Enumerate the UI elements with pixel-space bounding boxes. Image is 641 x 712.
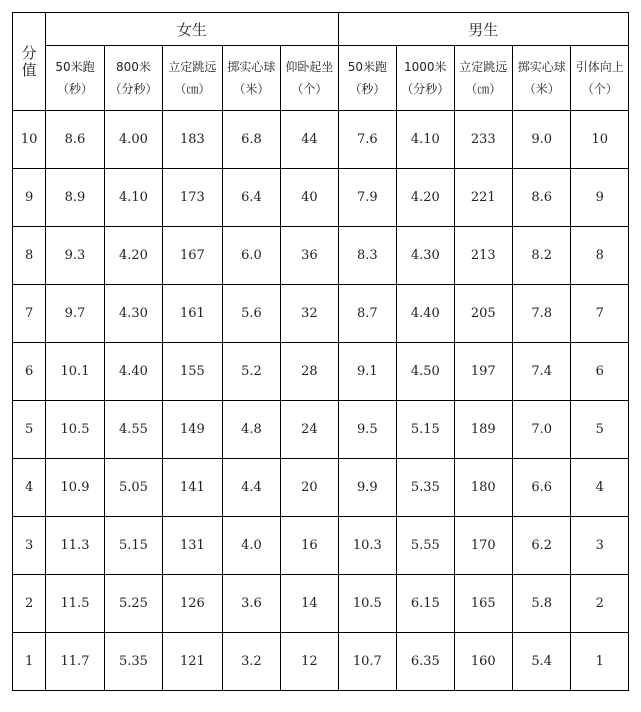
table-cell: 5.15: [397, 401, 454, 459]
table-cell: 8.7: [338, 285, 396, 343]
table-cell: 7.9: [338, 169, 396, 227]
table-cell: 5.15: [104, 517, 162, 575]
table-cell: 197: [454, 343, 512, 401]
table-cell: 170: [454, 517, 512, 575]
table-cell: 4.0: [222, 517, 280, 575]
column-name: 立定跳远: [459, 60, 508, 74]
score-cell: 6: [13, 343, 46, 401]
column-name: 仰卧起坐: [285, 60, 334, 74]
score-cell: 4: [13, 459, 46, 517]
table-cell: 233: [454, 111, 512, 169]
table-cell: 5.2: [222, 343, 280, 401]
table-cell: 10.7: [338, 633, 396, 691]
table-cell: 8.6: [512, 169, 570, 227]
table-row: [13, 227, 629, 285]
table-cell: 7: [571, 285, 629, 343]
table-cell: 183: [163, 111, 222, 169]
table-cell: 7.8: [512, 285, 570, 343]
table-row: [13, 575, 629, 633]
table-cell: 121: [163, 633, 222, 691]
column-header: [163, 46, 222, 111]
table-cell: 8.6: [46, 111, 104, 169]
table-cell: 4: [571, 459, 629, 517]
column-name: 立定跳远: [168, 60, 217, 74]
table-cell: 10: [571, 111, 629, 169]
table-cell: 4.00: [104, 111, 162, 169]
table-row: [13, 169, 629, 227]
table-cell: 2: [571, 575, 629, 633]
table-cell: 10.9: [46, 459, 104, 517]
table-row: [13, 517, 629, 575]
column-header-row: [13, 46, 629, 111]
table-cell: 5.25: [104, 575, 162, 633]
table-cell: 11.5: [46, 575, 104, 633]
score-cell: 7: [13, 285, 46, 343]
column-unit: （分秒）: [401, 82, 450, 96]
column-name: 掷实心球: [517, 60, 566, 74]
table-cell: 3.6: [222, 575, 280, 633]
column-header: [46, 46, 104, 111]
table-cell: 9.5: [338, 401, 396, 459]
column-unit: （个）: [291, 82, 328, 96]
table-cell: 7.6: [338, 111, 396, 169]
table-cell: 221: [454, 169, 512, 227]
column-unit: （个）: [581, 82, 618, 96]
table-cell: 32: [281, 285, 338, 343]
table-cell: 4.30: [104, 285, 162, 343]
table-cell: 44: [281, 111, 338, 169]
table-cell: 4.50: [397, 343, 454, 401]
table-cell: 24: [281, 401, 338, 459]
column-header: [571, 46, 629, 111]
table-cell: 180: [454, 459, 512, 517]
table-cell: 6.6: [512, 459, 570, 517]
table-cell: 14: [281, 575, 338, 633]
column-name: 50米跑: [55, 60, 95, 74]
table-cell: 126: [163, 575, 222, 633]
table-cell: 5.4: [512, 633, 570, 691]
table-cell: 11.3: [46, 517, 104, 575]
table-cell: 5.8: [512, 575, 570, 633]
column-header: [338, 46, 396, 111]
table-cell: 6.4: [222, 169, 280, 227]
table-cell: 4.40: [104, 343, 162, 401]
column-unit: （分秒）: [109, 82, 158, 96]
table-cell: 10.3: [338, 517, 396, 575]
table-cell: 3.2: [222, 633, 280, 691]
table-row: [13, 285, 629, 343]
table-cell: 28: [281, 343, 338, 401]
column-unit: （秒）: [56, 82, 93, 96]
table-cell: 9.1: [338, 343, 396, 401]
table-cell: 167: [163, 227, 222, 285]
table-cell: 155: [163, 343, 222, 401]
column-header: [454, 46, 512, 111]
table-cell: 213: [454, 227, 512, 285]
table-cell: 6: [571, 343, 629, 401]
table-cell: 40: [281, 169, 338, 227]
table-row: [13, 111, 629, 169]
score-cell: 5: [13, 401, 46, 459]
male-group-header: 男生: [338, 13, 628, 46]
score-cell: 1: [13, 633, 46, 691]
table-cell: 8.9: [46, 169, 104, 227]
table-cell: 4.20: [104, 227, 162, 285]
score-cell: 10: [13, 111, 46, 169]
column-unit: （㎝）: [465, 82, 502, 96]
table-cell: 5.55: [397, 517, 454, 575]
column-header: [222, 46, 280, 111]
table-cell: 10.5: [46, 401, 104, 459]
table-cell: 173: [163, 169, 222, 227]
group-header-row: [13, 13, 629, 46]
table-cell: 4.40: [397, 285, 454, 343]
table-cell: 189: [454, 401, 512, 459]
table-cell: 16: [281, 517, 338, 575]
table-cell: 6.2: [512, 517, 570, 575]
table-cell: 4.30: [397, 227, 454, 285]
table-cell: 160: [454, 633, 512, 691]
table-cell: 6.8: [222, 111, 280, 169]
table-cell: 131: [163, 517, 222, 575]
table-cell: 12: [281, 633, 338, 691]
table-cell: 8.2: [512, 227, 570, 285]
score-column-header: [13, 13, 46, 111]
score-cell: 8: [13, 227, 46, 285]
pe-score-table: [12, 12, 629, 691]
column-header: [397, 46, 454, 111]
score-cell: 9: [13, 169, 46, 227]
table-cell: 4.4: [222, 459, 280, 517]
table-cell: 9.7: [46, 285, 104, 343]
column-unit: （米）: [523, 82, 560, 96]
score-table-body: [13, 111, 629, 691]
table-cell: 10.5: [338, 575, 396, 633]
column-header: [281, 46, 338, 111]
table-cell: 11.7: [46, 633, 104, 691]
table-cell: 6.0: [222, 227, 280, 285]
female-group-header: 女生: [46, 13, 338, 46]
table-cell: 9.0: [512, 111, 570, 169]
table-cell: 6.15: [397, 575, 454, 633]
table-cell: 5.35: [104, 633, 162, 691]
column-name: 引体向上: [575, 60, 624, 74]
table-cell: 6.35: [397, 633, 454, 691]
table-cell: 141: [163, 459, 222, 517]
column-name: 800米: [116, 60, 151, 74]
table-cell: 5.05: [104, 459, 162, 517]
score-cell: 2: [13, 575, 46, 633]
table-cell: 9: [571, 169, 629, 227]
table-cell: 4.8: [222, 401, 280, 459]
score-cell: 3: [13, 517, 46, 575]
table-row: [13, 459, 629, 517]
column-name: 50米跑: [347, 60, 387, 74]
column-name: 掷实心球: [227, 60, 276, 74]
corner-label-char: 值: [21, 60, 37, 79]
table-cell: 10.1: [46, 343, 104, 401]
column-unit: （米）: [233, 82, 270, 96]
column-header: [512, 46, 570, 111]
table-cell: 4.20: [397, 169, 454, 227]
table-cell: 8: [571, 227, 629, 285]
table-row: [13, 633, 629, 691]
table-cell: 149: [163, 401, 222, 459]
column-unit: （㎝）: [174, 82, 211, 96]
table-cell: 9.3: [46, 227, 104, 285]
column-name: 1000米: [404, 60, 447, 74]
column-header: [104, 46, 162, 111]
table-cell: 3: [571, 517, 629, 575]
table-cell: 1: [571, 633, 629, 691]
table-cell: 36: [281, 227, 338, 285]
table-cell: 205: [454, 285, 512, 343]
table-cell: 5.6: [222, 285, 280, 343]
table-row: [13, 401, 629, 459]
corner-label-char: 分: [21, 43, 37, 62]
table-cell: 4.10: [397, 111, 454, 169]
column-unit: （秒）: [349, 82, 386, 96]
table-cell: 7.0: [512, 401, 570, 459]
table-row: [13, 343, 629, 401]
table-cell: 4.10: [104, 169, 162, 227]
table-cell: 9.9: [338, 459, 396, 517]
table-cell: 5.35: [397, 459, 454, 517]
table-cell: 4.55: [104, 401, 162, 459]
table-cell: 7.4: [512, 343, 570, 401]
table-cell: 161: [163, 285, 222, 343]
table-cell: 20: [281, 459, 338, 517]
table-cell: 5: [571, 401, 629, 459]
table-cell: 8.3: [338, 227, 396, 285]
table-cell: 165: [454, 575, 512, 633]
